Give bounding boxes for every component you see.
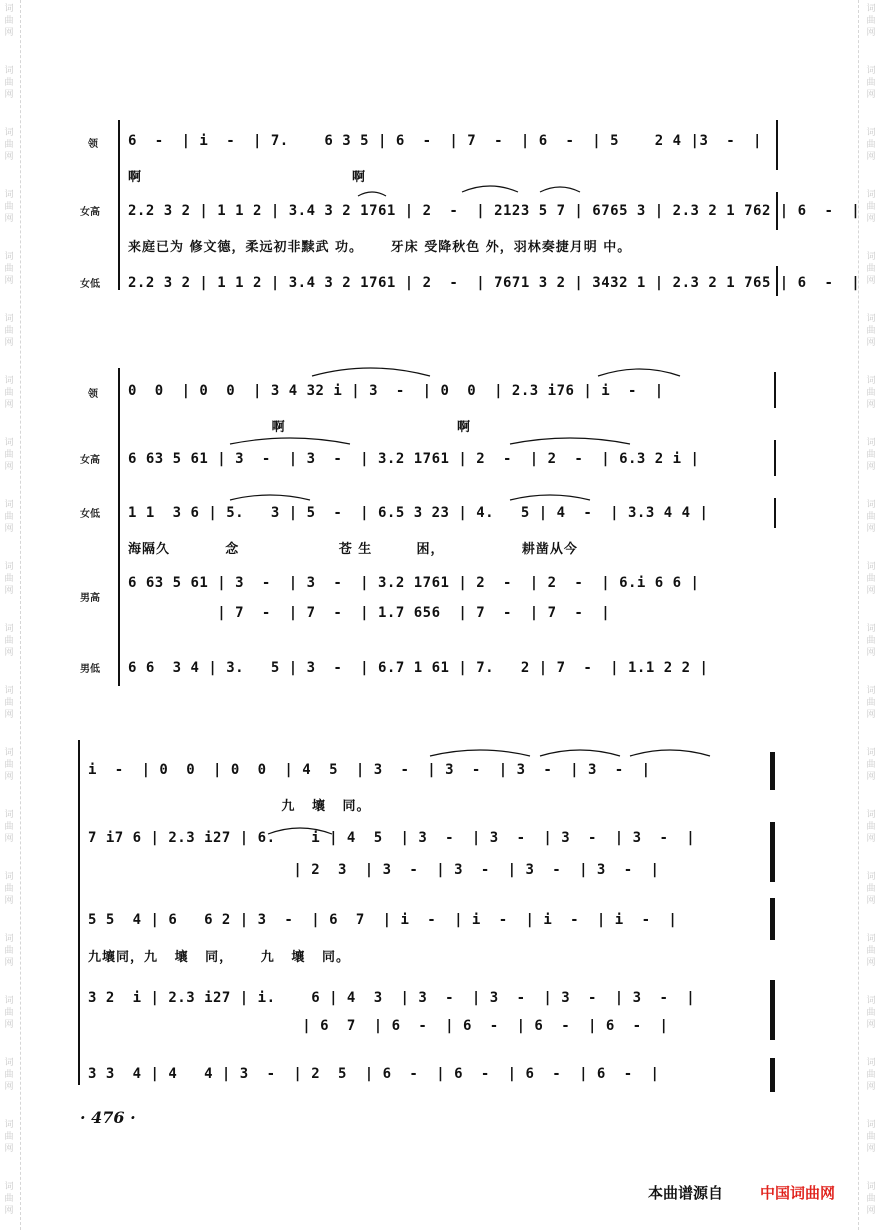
watermark-glyph: 网 — [4, 276, 14, 286]
lyric-line: 来庭已为 修文德，柔远初非黩武 功。 牙床 受降秋色 外，羽林奏捷月明 中。 — [128, 240, 632, 255]
slur-arc — [358, 192, 386, 196]
watermark-glyph: 词 — [4, 128, 14, 138]
watermark-glyph: 词 — [4, 872, 14, 882]
watermark-glyph: 曲 — [866, 822, 876, 832]
watermark-glyph: 曲 — [4, 1008, 14, 1018]
slur-arc — [312, 368, 430, 376]
slur-arc — [230, 438, 350, 444]
slur-arc — [462, 186, 518, 192]
watermark-glyph: 网 — [866, 1206, 876, 1216]
watermark-glyph: 词 — [866, 934, 876, 944]
watermark-glyph: 词 — [866, 66, 876, 76]
watermark-glyph: 词 — [4, 562, 14, 572]
watermark-glyph: 词 — [866, 438, 876, 448]
slur-arc — [598, 369, 680, 376]
watermark-glyph: 词 — [866, 624, 876, 634]
watermark-glyph: 曲 — [866, 760, 876, 770]
watermark-glyph: 网 — [866, 772, 876, 782]
watermark-glyph: 词 — [4, 996, 14, 1006]
watermark-glyph: 曲 — [866, 450, 876, 460]
watermark-glyph: 曲 — [4, 698, 14, 708]
watermark-glyph: 曲 — [4, 884, 14, 894]
notation-line: 7 i7 6 | 2.3 i27 | 6. i | 4 5 | 3 - | 3 - | 3 - | 3 - | — [88, 830, 696, 846]
watermark-glyph: 词 — [866, 810, 876, 820]
watermark-glyph: 曲 — [866, 202, 876, 212]
slur-arc — [540, 187, 580, 192]
watermark-glyph: 词 — [4, 500, 14, 510]
watermark-glyph: 曲 — [4, 16, 14, 26]
watermark-glyph: 词 — [4, 190, 14, 200]
watermark-glyph: 网 — [866, 710, 876, 720]
part-label: 女低 — [80, 509, 100, 520]
watermark-glyph: 词 — [4, 624, 14, 634]
watermark-glyph: 词 — [4, 4, 14, 14]
watermark-glyph: 词 — [4, 686, 14, 696]
watermark-glyph: 词 — [4, 376, 14, 386]
watermark-glyph: 词 — [4, 748, 14, 758]
watermark-glyph: 词 — [866, 376, 876, 386]
watermark-glyph: 曲 — [866, 946, 876, 956]
watermark-glyph: 网 — [866, 214, 876, 224]
watermark-glyph: 曲 — [4, 636, 14, 646]
watermark-glyph: 词 — [866, 686, 876, 696]
watermark-glyph: 曲 — [4, 1194, 14, 1204]
watermark-glyph: 曲 — [4, 388, 14, 398]
watermark-glyph: 词 — [866, 4, 876, 14]
watermark-glyph: 网 — [4, 28, 14, 38]
watermark-glyph: 词 — [866, 872, 876, 882]
watermark-glyph: 曲 — [4, 140, 14, 150]
watermark-glyph: 网 — [866, 958, 876, 968]
part-label: 领 — [88, 139, 98, 150]
notation-line: 6 6 3 4 | 3. 5 | 3 - | 6.7 1 61 | 7. 2 | 7 - | 1.1 2 2 | — [128, 660, 709, 676]
watermark-glyph: 曲 — [866, 16, 876, 26]
watermark-glyph: 词 — [4, 1120, 14, 1130]
slur-arc — [430, 750, 530, 756]
slur-arc — [268, 828, 332, 834]
watermark-glyph: 网 — [4, 834, 14, 844]
watermark-glyph: 曲 — [866, 264, 876, 274]
notation-line: 3 3 4 | 4 4 | 3 - | 2 5 | 6 - | 6 - | 6 - | 6 - | — [88, 1066, 660, 1082]
watermark-glyph: 曲 — [866, 512, 876, 522]
watermark-glyph: 曲 — [866, 884, 876, 894]
watermark-glyph: 曲 — [866, 1070, 876, 1080]
watermark-glyph: 曲 — [866, 574, 876, 584]
lyric-line: 啊 啊 — [128, 170, 366, 185]
watermark-glyph: 曲 — [866, 78, 876, 88]
slur-arc — [230, 495, 310, 500]
footer-site-link[interactable]: 中国词曲网 — [760, 1184, 836, 1202]
watermark-glyph: 词 — [866, 996, 876, 1006]
watermark-glyph: 网 — [866, 896, 876, 906]
watermark-glyph: 词 — [866, 252, 876, 262]
part-label: 女高 — [80, 455, 100, 466]
watermark-glyph: 词 — [4, 66, 14, 76]
watermark-glyph: 词 — [4, 314, 14, 324]
notation-line: 6 63 5 61 | 3 - | 3 - | 3.2 1761 | 2 - | 2 - | 6.i 6 6 | — [128, 575, 700, 591]
watermark-glyph: 网 — [4, 586, 14, 596]
watermark-glyph: 网 — [4, 524, 14, 534]
part-label: 女高 — [80, 207, 100, 218]
watermark-glyph: 曲 — [4, 512, 14, 522]
part-label: 女低 — [80, 279, 100, 290]
watermark-glyph: 网 — [4, 710, 14, 720]
watermark-glyph: 曲 — [866, 326, 876, 336]
watermark-glyph: 曲 — [4, 264, 14, 274]
slur-arc — [510, 438, 630, 444]
watermark-glyph: 词 — [4, 1058, 14, 1068]
watermark-glyph: 网 — [866, 586, 876, 596]
watermark-glyph: 词 — [866, 1058, 876, 1068]
watermark-glyph: 词 — [866, 562, 876, 572]
watermark-glyph: 网 — [4, 896, 14, 906]
watermark-glyph: 网 — [4, 400, 14, 410]
watermark-glyph: 词 — [4, 438, 14, 448]
notation-line: 3 2 i | 2.3 i27 | i. 6 | 4 3 | 3 - | 3 - | 3 - | 3 - | — [88, 990, 696, 1006]
watermark-glyph: 曲 — [4, 1070, 14, 1080]
watermark-glyph: 词 — [4, 934, 14, 944]
watermark-glyph: 网 — [866, 90, 876, 100]
watermark-glyph: 曲 — [4, 78, 14, 88]
notation-line: 5 5 4 | 6 6 2 | 3 - | 6 7 | i - | i - | i - | i - | — [88, 912, 678, 928]
watermark-glyph: 网 — [866, 152, 876, 162]
watermark-glyph: 网 — [866, 1082, 876, 1092]
watermark-glyph: 曲 — [866, 1194, 876, 1204]
watermark-glyph: 曲 — [4, 946, 14, 956]
watermark-glyph: 网 — [866, 834, 876, 844]
watermark-glyph: 网 — [4, 772, 14, 782]
slur-arc — [540, 750, 620, 756]
notation-line: i - | 0 0 | 0 0 | 4 5 | 3 - | 3 - | 3 - | 3 - | — [88, 762, 651, 778]
watermark-glyph: 曲 — [4, 326, 14, 336]
part-label: 男高 — [80, 593, 100, 604]
watermark-glyph: 词 — [4, 252, 14, 262]
watermark-glyph: 网 — [866, 400, 876, 410]
watermark-glyph: 曲 — [866, 1008, 876, 1018]
page-number: · 476 · — [80, 1108, 136, 1127]
footer-source-text: 本曲谱源自 — [648, 1184, 724, 1202]
watermark-glyph: 网 — [866, 1144, 876, 1154]
watermark-glyph: 曲 — [4, 450, 14, 460]
notation-line: | 7 - | 7 - | 1.7 656 | 7 - | 7 - | — [128, 605, 611, 621]
watermark-glyph: 网 — [866, 462, 876, 472]
watermark-glyph: 词 — [866, 748, 876, 758]
watermark-glyph: 曲 — [4, 202, 14, 212]
watermark-glyph: 网 — [4, 958, 14, 968]
watermark-glyph: 网 — [4, 214, 14, 224]
watermark-glyph: 曲 — [4, 574, 14, 584]
watermark-glyph: 网 — [4, 152, 14, 162]
watermark-glyph: 网 — [866, 28, 876, 38]
watermark-glyph: 网 — [4, 1144, 14, 1154]
lyric-line: 九 壤 同。 — [88, 799, 371, 814]
watermark-glyph: 网 — [866, 648, 876, 658]
watermark-glyph: 曲 — [866, 636, 876, 646]
part-label: 男低 — [80, 664, 100, 675]
notation-line: | 2 3 | 3 - | 3 - | 3 - | 3 - | — [88, 862, 660, 878]
watermark-glyph: 曲 — [4, 1132, 14, 1142]
notation-line: 1 1 3 6 | 5. 3 | 5 - | 6.5 3 23 | 4. 5 | 4 - | 3.3 4 4 | — [128, 505, 709, 521]
watermark-glyph: 网 — [4, 1206, 14, 1216]
watermark-glyph: 网 — [866, 338, 876, 348]
watermark-glyph: 网 — [4, 90, 14, 100]
notation-line: 0 0 | 0 0 | 3 4 32 i | 3 - | 0 0 | 2.3 i76 | i - | — [128, 383, 664, 399]
watermark-glyph: 网 — [4, 462, 14, 472]
lyric-line: 啊 啊 — [128, 420, 471, 435]
notation-line: 6 63 5 61 | 3 - | 3 - | 3.2 1761 | 2 - | 2 - | 6.3 2 i | — [128, 451, 700, 467]
watermark-glyph: 词 — [866, 1182, 876, 1192]
watermark-glyph: 词 — [866, 500, 876, 510]
notation-line: | 6 7 | 6 - | 6 - | 6 - | 6 - | — [88, 1018, 669, 1034]
watermark-glyph: 网 — [866, 1020, 876, 1030]
notation-line: 2.2 3 2 | 1 1 2 | 3.4 3 2 1761 | 2 - | 7671 3 2 | 3432 1 | 2.3 2 1 765 | 6 - | — [128, 275, 861, 291]
watermark-glyph: 网 — [866, 524, 876, 534]
watermark-glyph: 词 — [866, 1120, 876, 1130]
lyric-line: 九壤同，九 壤 同， 九 壤 同。 — [88, 950, 350, 965]
watermark-glyph: 网 — [4, 338, 14, 348]
watermark-glyph: 曲 — [866, 1132, 876, 1142]
watermark-glyph: 曲 — [4, 760, 14, 770]
watermark-glyph: 词 — [4, 810, 14, 820]
watermark-glyph: 曲 — [866, 698, 876, 708]
watermark-glyph: 曲 — [4, 822, 14, 832]
watermark-glyph: 词 — [866, 314, 876, 324]
notation-line: 2.2 3 2 | 1 1 2 | 3.4 3 2 1761 | 2 - | 2123 5 7 | 6765 3 | 2.3 2 1 762 | 6 - | — [128, 203, 861, 219]
watermark-glyph: 曲 — [866, 388, 876, 398]
watermark-glyph: 曲 — [866, 140, 876, 150]
notation-line: 6 - | i - | 7. 6 3 5 | 6 - | 7 - | 6 - | 5 2 4 |3 - | — [128, 133, 762, 149]
watermark-glyph: 词 — [866, 190, 876, 200]
watermark-glyph: 词 — [866, 128, 876, 138]
watermark-glyph: 网 — [866, 276, 876, 286]
watermark-glyph: 词 — [4, 1182, 14, 1192]
slur-arc — [510, 495, 590, 500]
slur-arc — [630, 750, 710, 756]
part-label: 领 — [88, 389, 98, 400]
watermark-glyph: 网 — [4, 1082, 14, 1092]
watermark-glyph: 网 — [4, 1020, 14, 1030]
watermark-glyph: 网 — [4, 648, 14, 658]
lyric-line: 海隔久 念 苍 生 困， 耕凿从今 — [128, 542, 578, 557]
